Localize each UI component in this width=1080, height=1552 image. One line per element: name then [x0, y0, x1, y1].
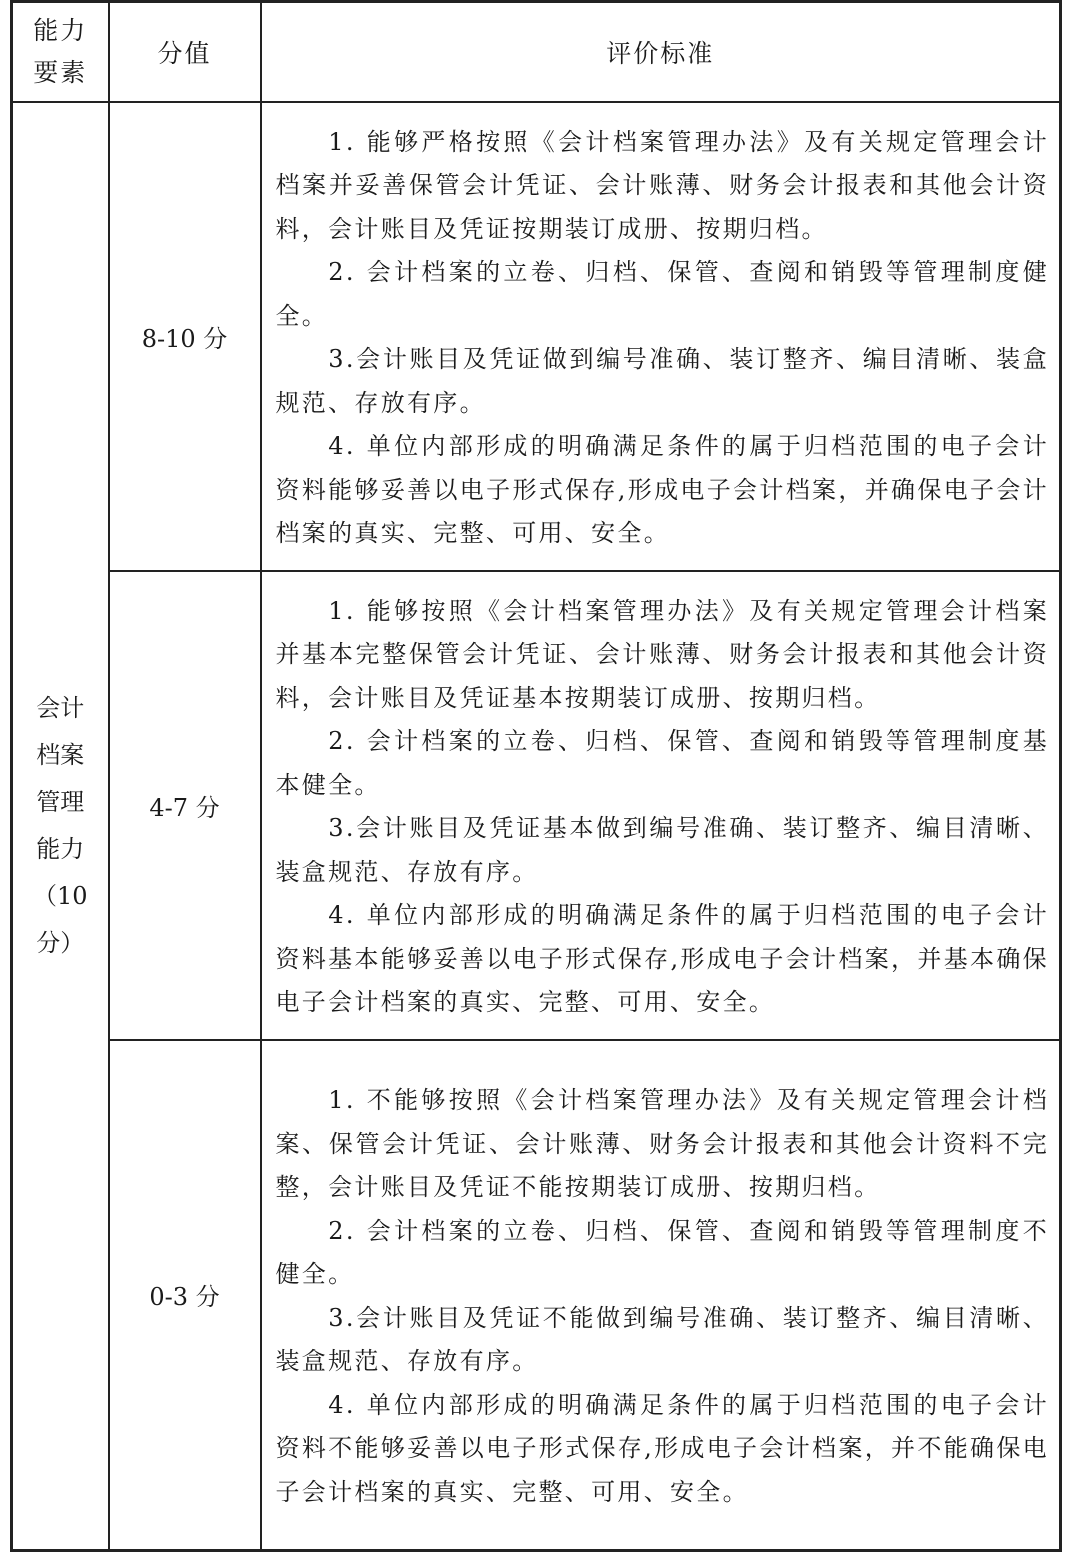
table-row	[12, 102, 1061, 571]
header-factor-label: 能力要素	[33, 15, 88, 87]
criteria-item: 2. 会计档案的立卷、归档、保管、查阅和销毁等管理制度健全。	[275, 258, 1049, 330]
criteria-item: 2. 会计档案的立卷、归档、保管、查阅和销毁等管理制度基本健全。	[275, 727, 1049, 799]
criteria-item: 2. 会计档案的立卷、归档、保管、查阅和销毁等管理制度不健全。	[275, 1216, 1049, 1289]
factor-cell	[12, 102, 109, 1551]
criteria-item: 4. 单位内部形成的明确满足条件的属于归档范围的电子会计资料不能够妥善以电子形式保存,形成电子会计档案，并不能确保电子会计档案的真实、完整、可用、安全。	[275, 1390, 1049, 1506]
criteria-item: 1. 能够严格按照《会计档案管理办法》及有关规定管理会计档案并妥善保管会计凭证、会计账薄、财务会计报表和其他会计资料，会计账目及凭证按期装订成册、按期归档。	[275, 127, 1049, 243]
score-cell: 0-3 分	[109, 1040, 261, 1551]
table-row	[12, 571, 1061, 1040]
score-cell: 4-7 分	[109, 571, 261, 1040]
criteria-item: 3.会计账目及凭证基本做到编号准确、装订整齐、编目清晰、装盒规范、存放有序。	[275, 814, 1049, 886]
score-cell: 8-10 分	[109, 102, 261, 571]
criteria-item: 3.会计账目及凭证做到编号准确、装订整齐、编目清晰、装盒规范、存放有序。	[275, 345, 1049, 417]
criteria-item: 1. 能够按照《会计档案管理办法》及有关规定管理会计档案并基本完整保管会计凭证、会计账薄、财务会计报表和其他会计资料，会计账目及凭证基本按期装订成册、按期归档。	[275, 596, 1049, 712]
factor-label: 会计档案管理能力（10分）	[32, 693, 88, 957]
table-header-row	[12, 2, 1061, 102]
criteria-item: 1. 不能够按照《会计档案管理办法》及有关规定管理会计档案、保管会计凭证、会计账薄、财务会计报表和其他会计资料不完整，会计账目及凭证不能按期装订成册、按期归档。	[275, 1086, 1049, 1202]
criteria-cell	[261, 1040, 1061, 1551]
criteria-item: 4. 单位内部形成的明确满足条件的属于归档范围的电子会计资料基本能够妥善以电子形式保存,形成电子会计档案，并基本确保电子会计档案的真实、完整、可用、安全。	[275, 901, 1049, 1016]
header-criteria: 评价标准	[261, 2, 1061, 102]
criteria-item: 3.会计账目及凭证不能做到编号准确、装订整齐、编目清晰、装盒规范、存放有序。	[275, 1303, 1049, 1376]
header-score: 分值	[109, 2, 261, 102]
evaluation-table	[10, 0, 1062, 1552]
criteria-cell	[261, 571, 1061, 1040]
header-factor	[12, 2, 109, 102]
criteria-item: 4. 单位内部形成的明确满足条件的属于归档范围的电子会计资料能够妥善以电子形式保存,形成电子会计档案，并确保电子会计档案的真实、完整、可用、安全。	[275, 432, 1049, 547]
table-row	[12, 1040, 1061, 1551]
criteria-cell	[261, 102, 1061, 571]
